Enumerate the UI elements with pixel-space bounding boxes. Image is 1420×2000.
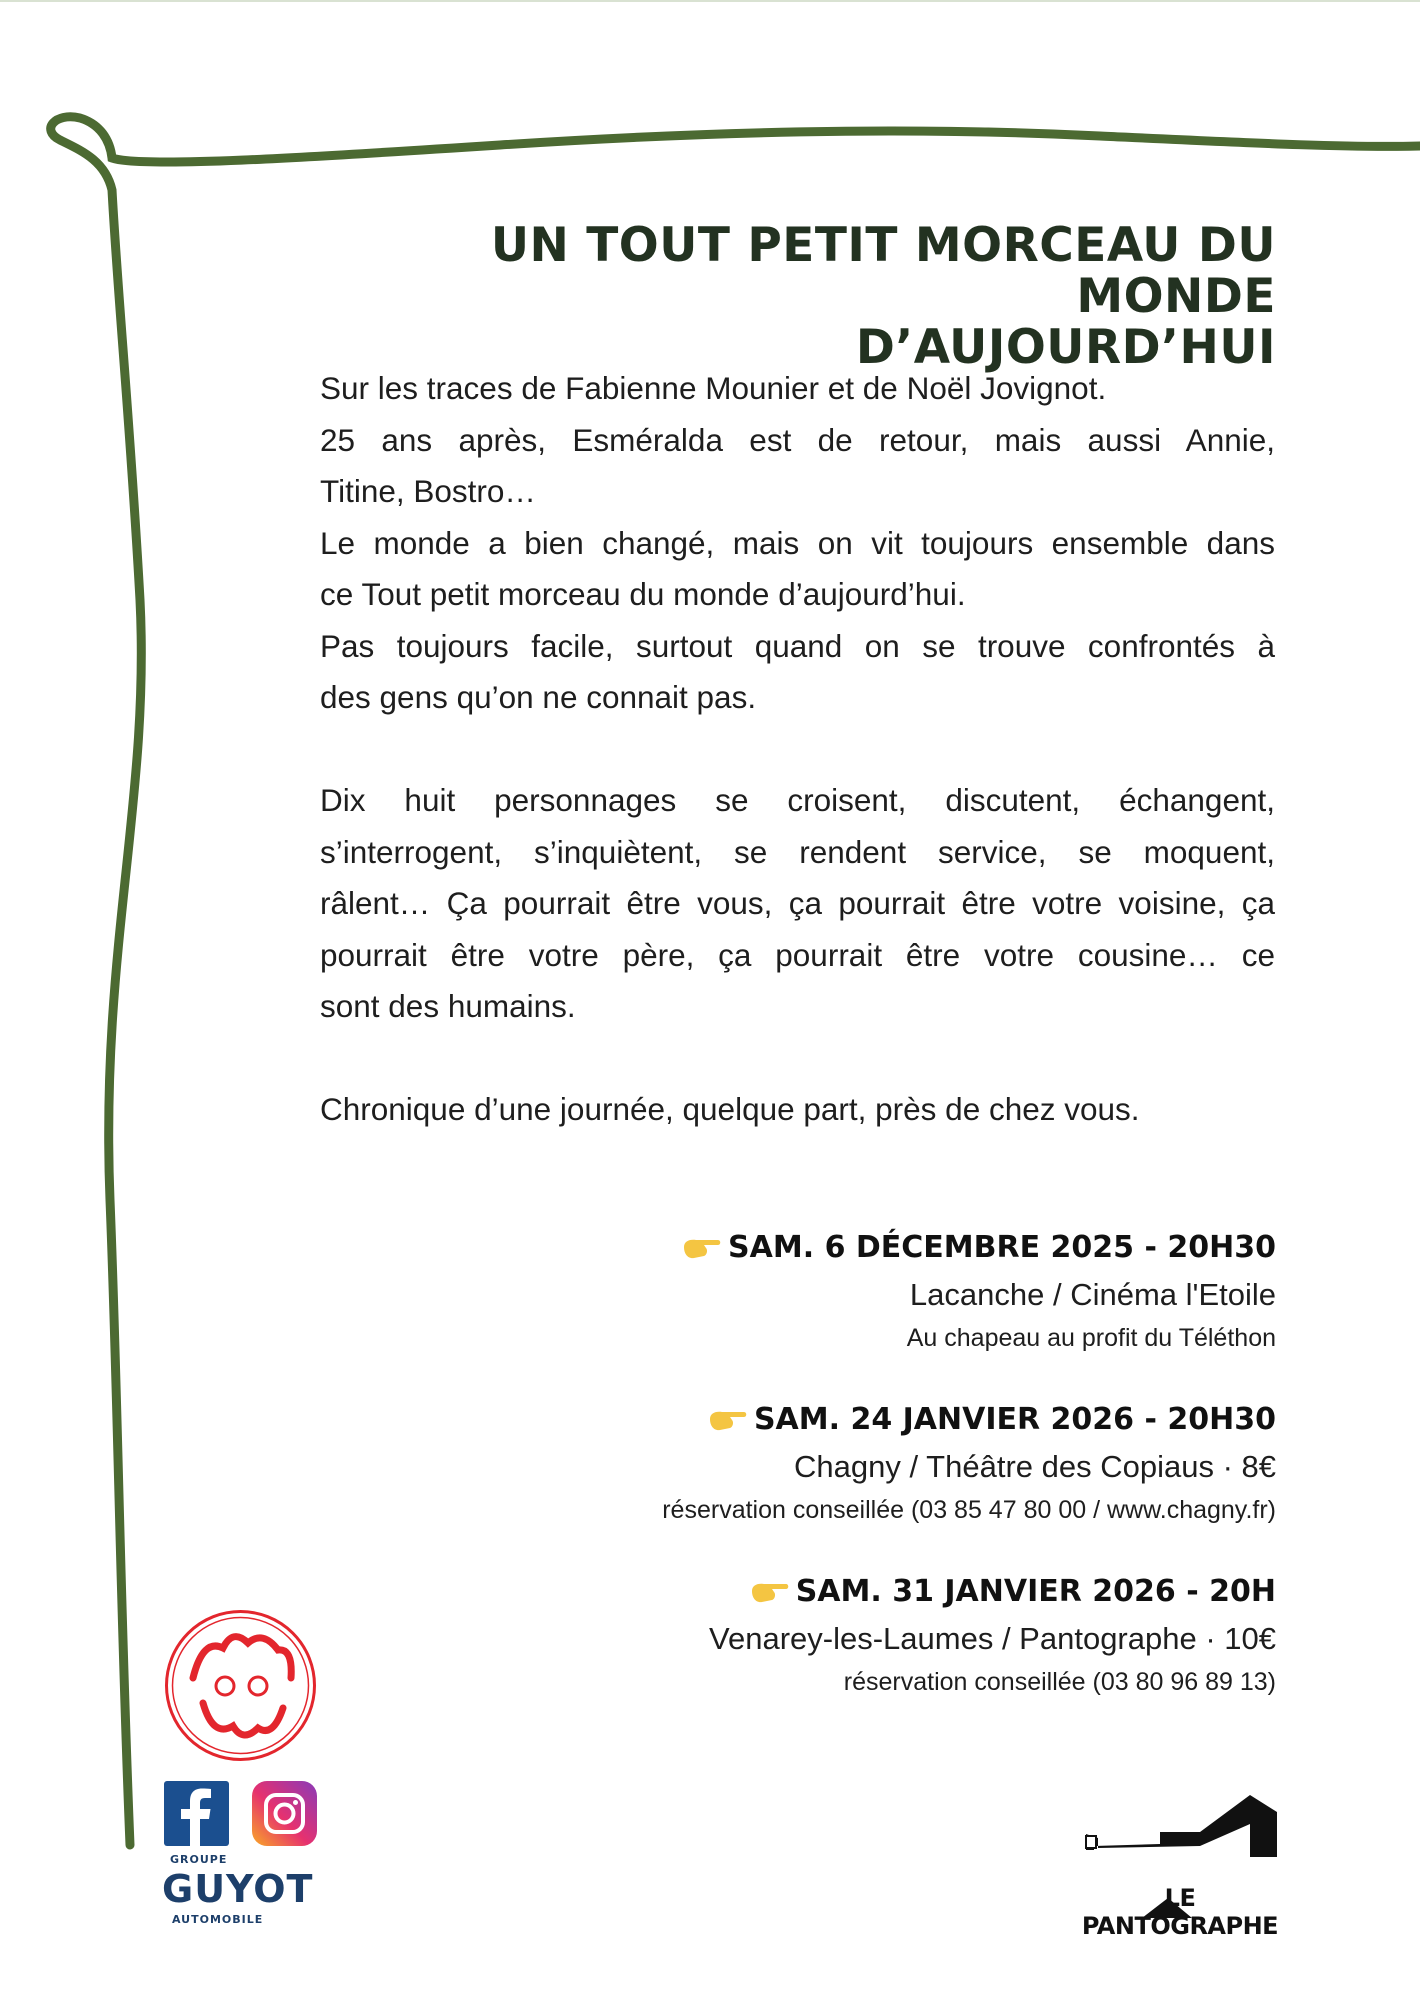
page-title <box>276 220 1276 373</box>
description-line: râlent… Ça pourrait être vous, ça pourrait être votre voisine, ça <box>320 885 1275 921</box>
description-line: Dix huit personnages se croisent, discutent, échangent, <box>320 782 1275 818</box>
title-line-2: D’AUJOURD’HUI <box>855 320 1276 375</box>
pointing-hand-icon <box>750 1577 790 1607</box>
troupe-logo <box>163 1608 318 1763</box>
facebook-icon[interactable] <box>164 1781 229 1846</box>
performance-2 <box>376 1398 1276 1528</box>
performance-3 <box>376 1570 1276 1700</box>
pantographe-text: LE PANTOGRAPHE <box>1081 1884 1279 1940</box>
description-line: s’interrogent, s’inquiètent, se rendent service, se moquent, <box>320 833 1275 870</box>
description-line: des gens qu’on ne connait pas. <box>320 679 757 715</box>
description-line: Titine, Bostro… <box>320 473 536 509</box>
performance-date: SAM. 31 JANVIER 2026 - 20H <box>795 1574 1276 1609</box>
performance-dates <box>376 1226 1276 1742</box>
guyot-logo <box>160 1853 325 1933</box>
description <box>320 363 1275 1136</box>
title-line-1: UN TOUT PETIT MORCEAU DU MONDE <box>490 218 1276 324</box>
performance-date: SAM. 6 DÉCEMBRE 2025 - 20H30 <box>728 1230 1276 1265</box>
performance-venue: Chagny / Théâtre des Copiaus · 8€ <box>794 1449 1276 1484</box>
performance-note: Au chapeau au profit du Téléthon <box>906 1324 1276 1352</box>
performance-date: SAM. 24 JANVIER 2026 - 20H30 <box>753 1402 1276 1437</box>
description-line: ce Tout petit morceau du monde d’aujourd’hui. <box>320 576 966 612</box>
pointing-hand-icon <box>682 1233 722 1263</box>
performance-venue: Venarey-les-Laumes / Pantographe · 10€ <box>709 1621 1276 1656</box>
description-line: Chronique d’une journée, quelque part, près de chez vous. <box>320 1091 1140 1127</box>
description-line: Le monde a bien changé, mais on vit toujours ensemble dans <box>320 524 1275 561</box>
description-line: 25 ans après, Esméralda est de retour, mais aussi Annie, <box>320 421 1275 458</box>
performance-1 <box>376 1226 1276 1356</box>
pointing-hand-icon <box>708 1405 748 1435</box>
performance-venue: Lacanche / Cinéma l'Etoile <box>909 1277 1276 1312</box>
instagram-icon[interactable] <box>252 1781 317 1846</box>
guyot-sub-text: AUTOMOBILE <box>172 1913 264 1926</box>
description-line: pourrait être votre père, ça pourrait être votre cousine… ce <box>320 936 1275 973</box>
description-line: Pas toujours facile, surtout quand on se trouve confrontés à <box>320 627 1275 664</box>
pantographe-logo <box>1080 1792 1280 1940</box>
guyot-big-text: GUYOT <box>162 1867 314 1911</box>
performance-note: réservation conseillée (03 85 47 80 00 / www.chagny.fr) <box>662 1496 1276 1524</box>
description-line: sont des humains. <box>320 988 576 1024</box>
guyot-small-text: GROUPE <box>170 1853 228 1866</box>
description-line: Sur les traces de Fabienne Mounier et de Noël Jovignot. <box>320 370 1107 406</box>
performance-note: réservation conseillée (03 80 96 89 13) <box>843 1668 1276 1696</box>
